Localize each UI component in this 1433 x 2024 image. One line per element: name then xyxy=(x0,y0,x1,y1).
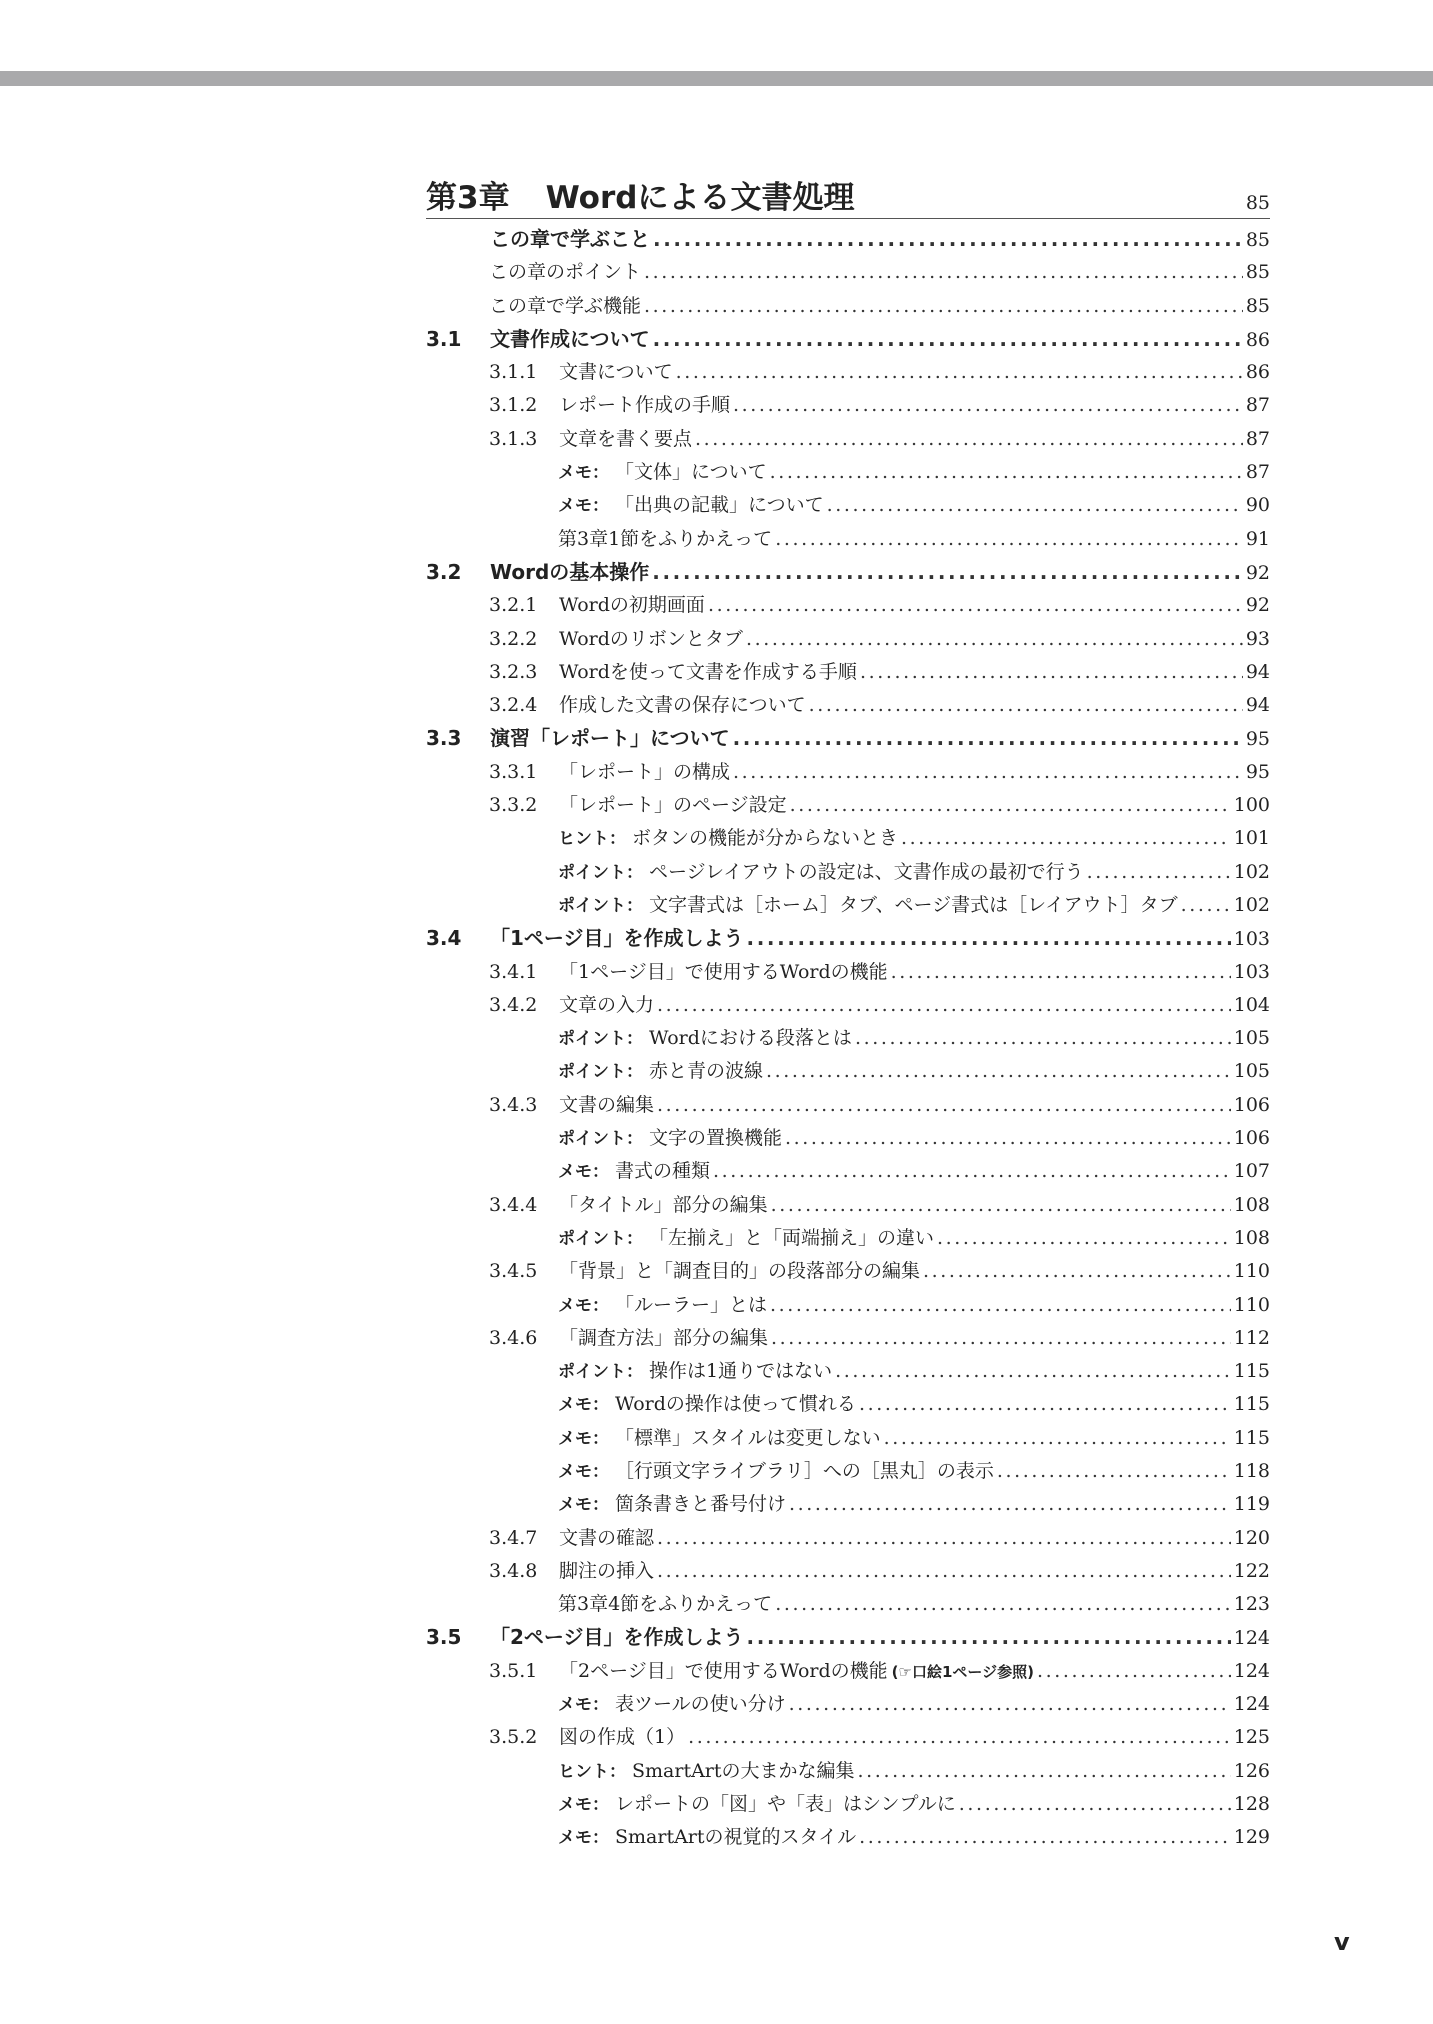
entry-title: 文章を書く要点 xyxy=(559,427,693,450)
toc-entry-row[interactable] xyxy=(426,1422,1270,1455)
toc-entry-row[interactable] xyxy=(426,1355,1270,1388)
toc-entry-row[interactable] xyxy=(426,1022,1270,1055)
entry-label: メモ： xyxy=(558,1395,609,1416)
entry-label: メモ： xyxy=(558,1461,609,1482)
dot-leader xyxy=(835,1355,1231,1388)
entry-title: この章のポイント xyxy=(489,261,642,284)
entry-title: 操作は1通りではない xyxy=(649,1360,833,1383)
dot-leader xyxy=(770,1289,1231,1322)
entry-label: ヒント： xyxy=(558,1761,626,1782)
entry-label: ポイント： xyxy=(558,1362,643,1383)
dot-leader xyxy=(860,656,1243,689)
toc-section-row[interactable] xyxy=(426,1621,1270,1654)
dot-leader xyxy=(676,356,1243,389)
entry-title: 図の作成（1） xyxy=(559,1726,686,1749)
entry-title: Wordにおける段落とは xyxy=(649,1027,852,1050)
toc-entry-row[interactable] xyxy=(426,589,1270,622)
dot-leader xyxy=(657,989,1231,1022)
entry-title: 文字の置換機能 xyxy=(649,1127,783,1150)
toc-entry-row[interactable] xyxy=(426,290,1270,323)
entry-title: 赤と青の波線 xyxy=(649,1060,764,1083)
toc-section-row[interactable] xyxy=(426,223,1270,256)
entry-title: 「ルーラー」とは xyxy=(615,1293,768,1316)
entry-title: Wordを使って文書を作成する手順 xyxy=(559,660,857,683)
toc-entry-row[interactable] xyxy=(426,656,1270,689)
dot-leader xyxy=(770,456,1243,489)
toc-entry-row[interactable] xyxy=(426,1588,1270,1621)
entry-title: 文章の入力 xyxy=(559,993,655,1016)
toc-entry-row[interactable] xyxy=(426,1189,1270,1222)
toc-entry-row[interactable] xyxy=(426,756,1270,789)
dot-leader xyxy=(809,689,1243,722)
dot-leader xyxy=(859,1821,1231,1854)
entry-page-number: 112 xyxy=(1233,1326,1270,1349)
entry-label: ポイント： xyxy=(558,1062,643,1083)
dot-leader xyxy=(1037,1655,1231,1688)
dot-leader xyxy=(785,1122,1231,1155)
toc-entry-row[interactable] xyxy=(426,1055,1270,1088)
entry-label: ポイント： xyxy=(558,1029,643,1050)
toc-entry-row[interactable] xyxy=(426,889,1270,922)
entry-title: Wordの操作は使って慣れる xyxy=(615,1393,856,1416)
entry-page-number: 107 xyxy=(1233,1160,1270,1183)
dot-leader xyxy=(657,1089,1231,1122)
entry-title: 「2ページ目」で使用するWordの機能 xyxy=(559,1659,888,1682)
entry-title: 「タイトル」部分の編集 xyxy=(559,1193,768,1216)
toc-entry-row[interactable] xyxy=(426,523,1270,556)
toc-entry-row[interactable] xyxy=(426,1388,1270,1421)
toc-entry-row[interactable] xyxy=(426,456,1270,489)
entry-number: 3.4.7 xyxy=(489,1526,538,1549)
dot-leader xyxy=(733,756,1243,789)
entry-label: メモ： xyxy=(558,496,609,517)
entry-label: ポイント： xyxy=(558,862,643,883)
entry-page-number: 86 xyxy=(1245,328,1270,351)
entry-label: メモ： xyxy=(558,1828,609,1849)
dot-leader xyxy=(923,1255,1231,1288)
entry-title: 箇条書きと番号付け xyxy=(615,1493,787,1516)
entry-title: ページレイアウトの設定は、文書作成の最初で行う xyxy=(649,860,1084,883)
entry-page-number: 85 xyxy=(1245,229,1270,251)
entry-number: 3.4.4 xyxy=(489,1193,538,1216)
toc-section-row[interactable] xyxy=(426,722,1270,755)
entry-number: 3.4.8 xyxy=(489,1559,538,1582)
chapter-title xyxy=(426,178,854,218)
entry-title: 書式の種類 xyxy=(615,1160,711,1183)
toc-entry-row[interactable] xyxy=(426,956,1270,989)
dot-leader xyxy=(747,1621,1231,1654)
entry-number: 3.2.1 xyxy=(489,594,538,617)
toc-entry-row[interactable] xyxy=(426,1688,1270,1721)
entry-title: Wordのリボンとタブ xyxy=(559,627,743,650)
toc-entry-row[interactable] xyxy=(426,423,1270,456)
entry-number: 3.2.2 xyxy=(489,627,538,650)
entry-title: 「背景」と「調査目的」の段落部分の編集 xyxy=(559,1260,921,1283)
entry-page-number: 92 xyxy=(1245,561,1270,584)
entry-title: 脚注の挿入 xyxy=(559,1559,655,1582)
entry-page-number: 108 xyxy=(1233,1226,1270,1249)
dot-leader xyxy=(775,523,1243,556)
entry-number: 3.2 xyxy=(426,559,462,584)
entry-page-number: 93 xyxy=(1245,627,1270,650)
entry-title: 「標準」スタイルは変更しない xyxy=(615,1426,881,1449)
chapter-heading xyxy=(426,178,1270,219)
entry-title: 文書の編集 xyxy=(559,1093,655,1116)
toc-entry-row[interactable] xyxy=(426,256,1270,289)
entry-label: メモ： xyxy=(558,463,609,484)
entry-title: SmartArtの大まかな編集 xyxy=(632,1759,855,1782)
entry-page-number: 102 xyxy=(1233,893,1270,916)
toc-entry-row[interactable] xyxy=(426,1755,1270,1788)
entry-title: レポート作成の手順 xyxy=(559,394,731,417)
entry-title: 「出典の記載」について xyxy=(615,494,824,517)
entry-page-number: 118 xyxy=(1233,1459,1270,1482)
entry-number: 3.4.3 xyxy=(489,1093,538,1116)
entry-page-number: 95 xyxy=(1245,760,1270,783)
dot-leader xyxy=(771,1322,1231,1355)
top-rule-bar xyxy=(0,71,1433,86)
dot-leader xyxy=(858,1755,1231,1788)
entry-label: メモ： xyxy=(558,1428,609,1449)
dot-leader xyxy=(653,323,1243,356)
dot-leader xyxy=(746,623,1243,656)
entry-page-number: 124 xyxy=(1233,1659,1270,1682)
entry-title: SmartArtの視覚的スタイル xyxy=(615,1826,857,1849)
dot-leader xyxy=(775,1588,1231,1621)
entry-page-number: 129 xyxy=(1233,1826,1270,1849)
chapter-name: Wordによる文書処理 xyxy=(545,180,855,216)
entry-page-number: 95 xyxy=(1245,728,1270,751)
toc-entry-row[interactable] xyxy=(426,1089,1270,1122)
toc-entry-row[interactable] xyxy=(426,356,1270,389)
toc-entry-row[interactable] xyxy=(426,1455,1270,1488)
toc-entry-row[interactable] xyxy=(426,689,1270,722)
entry-title: 「左揃え」と「両端揃え」の違い xyxy=(649,1226,935,1249)
dot-leader xyxy=(884,1422,1231,1455)
toc-entry-row[interactable] xyxy=(426,1488,1270,1521)
dot-leader xyxy=(937,1222,1231,1255)
entry-title: 作成した文書の保存について xyxy=(559,694,806,717)
toc-entry-row[interactable] xyxy=(426,1122,1270,1155)
entry-title: 「レポート」の構成 xyxy=(559,760,731,783)
chapter-page-number: 85 xyxy=(1245,192,1270,214)
entry-page-number: 122 xyxy=(1233,1559,1270,1582)
entry-page-number: 87 xyxy=(1245,427,1270,450)
toc-entry-row[interactable] xyxy=(426,1821,1270,1854)
entry-page-number: 110 xyxy=(1233,1293,1270,1316)
dot-leader xyxy=(644,256,1243,289)
entry-page-number: 128 xyxy=(1233,1792,1270,1815)
toc-entry-row[interactable] xyxy=(426,789,1270,822)
entry-number: 3.1.1 xyxy=(489,361,538,384)
entry-number: 3.5.1 xyxy=(489,1659,538,1682)
dot-leader xyxy=(789,1488,1231,1521)
dot-leader xyxy=(855,1022,1231,1055)
dot-leader xyxy=(891,956,1231,989)
entry-number: 3.1 xyxy=(426,326,462,351)
entry-page-number: 110 xyxy=(1233,1260,1270,1283)
dot-leader xyxy=(827,489,1243,522)
toc-section-row[interactable] xyxy=(426,556,1270,589)
entry-number: 3.5.2 xyxy=(489,1726,538,1749)
entry-page-number: 108 xyxy=(1233,1193,1270,1216)
entry-title: この章で学ぶ機能 xyxy=(489,294,642,317)
entry-title: 演習「レポート」について xyxy=(490,726,730,751)
toc-entry-row[interactable] xyxy=(426,1255,1270,1288)
entry-label: メモ： xyxy=(558,1162,609,1183)
dot-leader xyxy=(733,722,1243,755)
entry-page-number: 91 xyxy=(1245,527,1270,550)
toc-entry-row[interactable] xyxy=(426,1322,1270,1355)
entry-title: 第3章1節をふりかえって xyxy=(558,527,773,550)
dot-leader xyxy=(771,1189,1231,1222)
entry-number: 3.4.2 xyxy=(489,993,538,1016)
entry-number: 3.3.1 xyxy=(489,760,538,783)
entry-page-number: 115 xyxy=(1233,1360,1270,1383)
entry-page-number: 103 xyxy=(1233,928,1270,951)
chapter-number: 第3章 xyxy=(426,180,510,216)
entry-label: ポイント： xyxy=(558,1228,643,1249)
entry-number: 3.2.3 xyxy=(489,660,538,683)
toc-entry-row[interactable] xyxy=(426,989,1270,1022)
entry-reference-note: (☞口絵1ページ参照) xyxy=(891,1662,1034,1681)
entry-title: 「文体」について xyxy=(615,461,767,484)
dot-leader xyxy=(713,1155,1231,1188)
entry-number: 3.5 xyxy=(426,1625,462,1650)
entry-title: 「2ページ目」を作成しよう xyxy=(490,1625,744,1650)
entry-label: ポイント： xyxy=(558,895,643,916)
entry-page-number: 87 xyxy=(1245,394,1270,417)
entry-title: この章で学ぶこと xyxy=(490,227,650,251)
dot-leader xyxy=(997,1455,1231,1488)
entry-number: 3.1.3 xyxy=(489,427,538,450)
toc-entry-row[interactable] xyxy=(426,1289,1270,1322)
entry-label: メモ： xyxy=(558,1794,609,1815)
entry-title: ［行頭文字ライブラリ］への［黒丸］の表示 xyxy=(615,1459,994,1482)
entry-label: メモ： xyxy=(558,1495,609,1516)
entry-page-number: 100 xyxy=(1233,794,1270,817)
dot-leader xyxy=(652,556,1243,589)
entry-title: 文書について xyxy=(559,361,673,384)
entry-title: 表ツールの使い分け xyxy=(615,1693,786,1716)
toc-entry-row[interactable] xyxy=(426,623,1270,656)
entry-title: 第3章4節をふりかえって xyxy=(558,1593,773,1616)
dot-leader xyxy=(766,1055,1231,1088)
dot-leader xyxy=(789,1688,1231,1721)
dot-leader xyxy=(747,922,1231,955)
entry-number: 3.4.5 xyxy=(489,1260,538,1283)
toc-section-row[interactable] xyxy=(426,922,1270,955)
entry-page-number: 105 xyxy=(1233,1027,1270,1050)
entry-page-number: 103 xyxy=(1233,960,1270,983)
dot-leader xyxy=(695,423,1243,456)
dot-leader xyxy=(733,389,1243,422)
entry-page-number: 119 xyxy=(1233,1493,1270,1516)
toc-entry-row[interactable] xyxy=(426,1155,1270,1188)
entry-page-number: 87 xyxy=(1245,461,1270,484)
toc-entry-row[interactable] xyxy=(426,489,1270,522)
entry-number: 3.1.2 xyxy=(489,394,538,417)
dot-leader xyxy=(901,822,1231,855)
toc-entry-row[interactable] xyxy=(426,1655,1270,1688)
toc-entry-row[interactable] xyxy=(426,822,1270,855)
dot-leader xyxy=(1087,856,1231,889)
entry-page-number: 85 xyxy=(1245,261,1270,284)
entry-number: 3.4 xyxy=(426,926,462,951)
entry-number: 3.3 xyxy=(426,726,462,751)
entry-page-number: 85 xyxy=(1245,294,1270,317)
entry-page-number: 124 xyxy=(1233,1693,1270,1716)
entry-title: 文書作成について xyxy=(490,326,650,351)
dot-leader xyxy=(657,1522,1231,1555)
dot-leader xyxy=(653,223,1243,256)
toc-entry-list xyxy=(426,223,1270,1855)
entry-title: ボタンの機能が分からないとき xyxy=(632,827,899,850)
entry-title: Wordの初期画面 xyxy=(559,594,705,617)
toc-entry-row[interactable] xyxy=(426,1522,1270,1555)
entry-page-number: 120 xyxy=(1233,1526,1270,1549)
toc-entry-row[interactable] xyxy=(426,1721,1270,1754)
entry-label: メモ： xyxy=(558,1295,609,1316)
entry-title: 「レポート」のページ設定 xyxy=(559,794,787,817)
dot-leader xyxy=(1181,889,1231,922)
dot-leader xyxy=(790,789,1231,822)
entry-label: メモ： xyxy=(558,1695,609,1716)
toc-entry-row[interactable] xyxy=(426,1555,1270,1588)
entry-label: ヒント： xyxy=(558,829,626,850)
entry-page-number: 104 xyxy=(1233,993,1270,1016)
entry-number: 3.2.4 xyxy=(489,694,538,717)
toc-entry-row[interactable] xyxy=(426,1222,1270,1255)
dot-leader xyxy=(708,589,1243,622)
dot-leader xyxy=(657,1555,1231,1588)
entry-page-number: 115 xyxy=(1233,1393,1270,1416)
entry-page-number: 92 xyxy=(1245,594,1270,617)
entry-page-number: 123 xyxy=(1233,1593,1270,1616)
dot-leader xyxy=(959,1788,1231,1821)
entry-page-number: 101 xyxy=(1233,827,1270,850)
entry-page-number: 102 xyxy=(1233,860,1270,883)
toc-entry-row[interactable] xyxy=(426,1788,1270,1821)
entry-label: ポイント： xyxy=(558,1129,643,1150)
entry-title: レポートの「図」や「表」はシンプルに xyxy=(615,1792,956,1815)
dot-leader xyxy=(688,1721,1231,1754)
entry-title: Wordの基本操作 xyxy=(490,559,650,584)
entry-page-number: 125 xyxy=(1233,1726,1270,1749)
entry-page-number: 126 xyxy=(1233,1759,1270,1782)
page-folio: v xyxy=(1334,1928,1350,1956)
toc-entry-row[interactable] xyxy=(426,856,1270,889)
entry-page-number: 90 xyxy=(1245,494,1270,517)
toc-entry-row[interactable] xyxy=(426,389,1270,422)
entry-number: 3.4.6 xyxy=(489,1326,538,1349)
entry-title: 「1ページ目」で使用するWordの機能 xyxy=(559,960,888,983)
entry-page-number: 94 xyxy=(1245,660,1270,683)
toc-section-row[interactable] xyxy=(426,323,1270,356)
entry-number: 3.4.1 xyxy=(489,960,538,983)
entry-number: 3.3.2 xyxy=(489,794,538,817)
entry-page-number: 115 xyxy=(1233,1426,1270,1449)
entry-page-number: 124 xyxy=(1233,1627,1270,1650)
entry-page-number: 86 xyxy=(1245,361,1270,384)
entry-page-number: 105 xyxy=(1233,1060,1270,1083)
entry-title: 文字書式は［ホーム］タブ、ページ書式は［レイアウト］タブ xyxy=(649,893,1178,916)
entry-page-number: 94 xyxy=(1245,694,1270,717)
entry-page-number: 106 xyxy=(1233,1093,1270,1116)
entry-page-number: 106 xyxy=(1233,1127,1270,1150)
dot-leader xyxy=(859,1388,1231,1421)
entry-title: 「1ページ目」を作成しよう xyxy=(490,926,744,951)
entry-title: 「調査方法」部分の編集 xyxy=(559,1326,769,1349)
table-of-contents xyxy=(426,178,1270,1855)
dot-leader xyxy=(644,290,1243,323)
entry-title: 文書の確認 xyxy=(559,1526,655,1549)
